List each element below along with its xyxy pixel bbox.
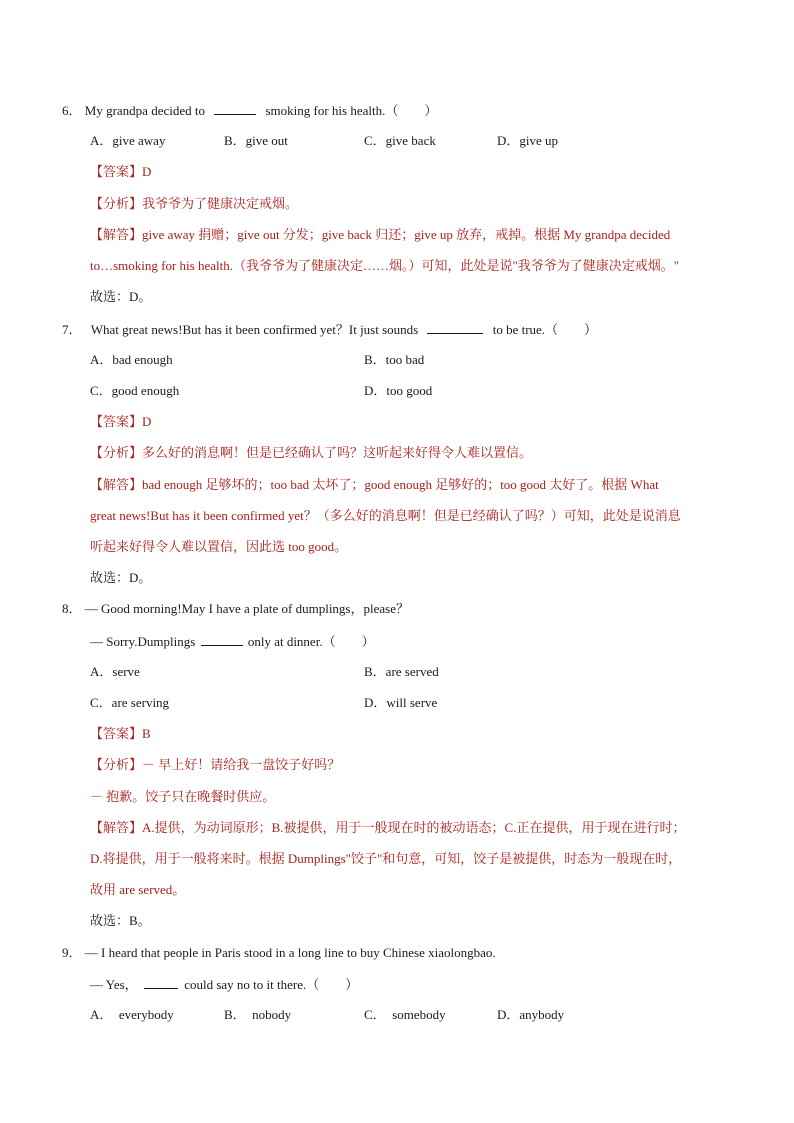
option-a: A． everybody xyxy=(90,1007,174,1022)
question-7-stem xyxy=(62,321,597,338)
question-text: could say no to it there.（ ） xyxy=(184,977,359,992)
analysis-line: 【分析】我爷爷为了健康决定戒烟。 xyxy=(90,196,299,211)
option-b: B． nobody xyxy=(224,1007,292,1022)
explanation-line: 【解答】bad enough 足够坏的；too bad 太坏了；good enough 足够好的；too good 太好了。根据 What xyxy=(90,477,659,492)
analysis-line: 【分析】－ 早上好！请给我一盘饺子好吗？ xyxy=(90,757,341,772)
option-d: D．anybody xyxy=(497,1007,565,1022)
explanation-line: 【解答】A.提供，为动词原形；B.被提供，用于一般现在时的被动语态；C.正在提供，用于现在进行时； xyxy=(90,820,686,835)
question-text: My grandpa decided to xyxy=(84,103,205,118)
answer-blank xyxy=(427,321,483,334)
answer-line: 【答案】B xyxy=(90,726,151,741)
question-number: 7． xyxy=(62,322,82,337)
explanation-line: 听起来好得令人难以置信，因此选 too good。 xyxy=(90,539,348,554)
answer-line: 【答案】D xyxy=(90,164,152,179)
explanation-line: 故用 are served。 xyxy=(90,882,186,897)
question-number: 9． xyxy=(62,945,82,960)
question-8-response xyxy=(90,633,375,650)
question-9-stem xyxy=(62,945,496,961)
choice-line: 故选：D。 xyxy=(90,570,152,585)
option-d: D．will serve xyxy=(364,695,438,710)
option-b: B．give out xyxy=(224,133,288,148)
answer-blank xyxy=(214,102,256,115)
question-9-response xyxy=(90,976,358,993)
choice-line: 故选：D。 xyxy=(90,289,152,304)
question-6-stem xyxy=(62,102,437,119)
option-a: A．serve xyxy=(90,664,140,679)
option-c: C． somebody xyxy=(364,1007,446,1022)
answer-blank xyxy=(144,976,178,989)
explanation-line: 【解答】give away 捐赠；give out 分发；give back 归还；give up 放弃，戒掉。根据 My grandpa decided xyxy=(90,227,671,242)
question-text: What great news!But has it been confirmed yet？It just sounds xyxy=(90,322,419,337)
option-c: C．good enough xyxy=(90,383,180,398)
analysis-line: － 抱歉。饺子只在晚餐时供应。 xyxy=(90,789,276,804)
question-text: only at dinner.（ ） xyxy=(247,634,375,649)
option-b: B．are served xyxy=(364,664,439,679)
question-number: 8． xyxy=(62,601,82,616)
question-text: — Sorry.Dumplings xyxy=(90,634,196,649)
answer-line: 【答案】D xyxy=(90,414,152,429)
option-a: A．bad enough xyxy=(90,352,173,367)
option-d: D．too good xyxy=(364,383,433,398)
question-number: 6． xyxy=(62,103,82,118)
question-text: — Good morning!May I have a plate of dumplings，please？ xyxy=(84,601,409,616)
analysis-line: 【分析】多么好的消息啊！但是已经确认了吗？这听起来好得令人难以置信。 xyxy=(90,445,533,460)
choice-line: 故选：B。 xyxy=(90,913,151,928)
question-text: smoking for his health.（ ） xyxy=(265,103,438,118)
question-text: — Yes， xyxy=(90,977,138,992)
question-text: to be true.（ ） xyxy=(492,322,598,337)
explanation-line: to…smoking for his health.（我爷爷为了健康决定……烟。）可知，此处是说"我爷爷为了健康决定戒烟。" xyxy=(90,258,680,273)
option-c: C．give back xyxy=(364,133,436,148)
explanation-line: great news!But has it been confirmed yet？（多么好的消息啊！但是已经确认了吗？）可知，此处是说消息 xyxy=(90,508,681,523)
explanation-line: D.将提供，用于一般将来时。根据 Dumplings"饺子"和句意，可知，饺子是被提供，时态为一般现在时， xyxy=(90,851,682,866)
option-c: C．are serving xyxy=(90,695,170,710)
option-a: A．give away xyxy=(90,133,166,148)
question-text: — I heard that people in Paris stood in a long line to buy Chinese xiaolongbao. xyxy=(84,945,496,960)
question-8-stem xyxy=(62,601,409,617)
option-d: D．give up xyxy=(497,133,559,148)
answer-blank xyxy=(201,633,243,646)
option-b: B．too bad xyxy=(364,352,425,367)
